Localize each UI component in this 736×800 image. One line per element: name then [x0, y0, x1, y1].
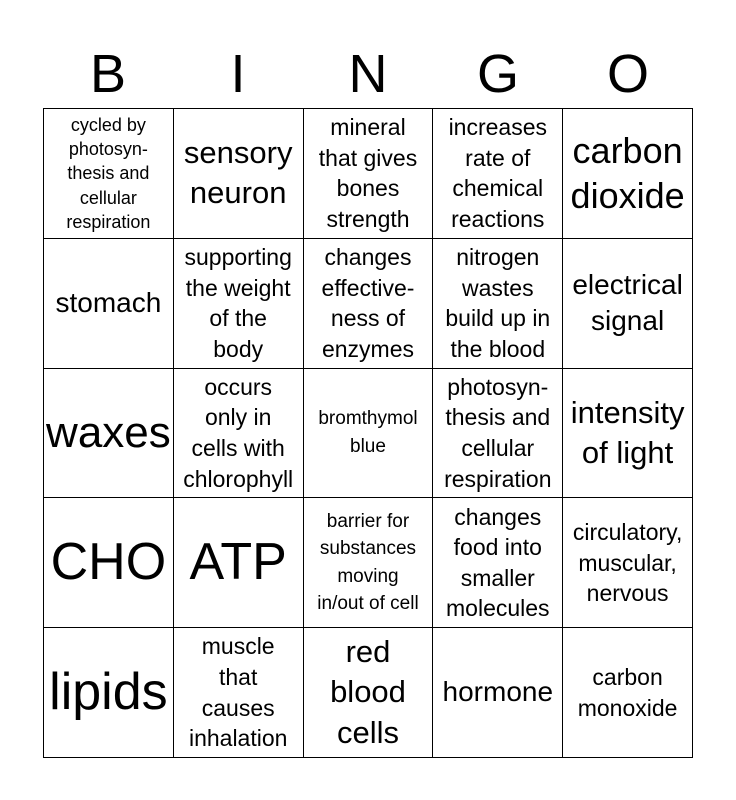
bingo-cell-r1-c2[interactable] — [174, 109, 304, 239]
bingo-cell-r5-c2[interactable] — [174, 628, 304, 758]
cell-text: intensity of light — [570, 394, 685, 470]
bingo-cell-r2-c4[interactable] — [433, 239, 563, 369]
cell-text: sensory neuron — [183, 135, 293, 211]
cell-text: muscle that causes inhalation — [188, 633, 288, 752]
cell-text: waxes — [46, 407, 171, 457]
header-letter-o: O — [606, 44, 649, 104]
cell-text: ATP — [189, 533, 287, 592]
bingo-cell-r1-c4[interactable] — [433, 109, 563, 239]
cell-text: hormone — [442, 676, 554, 708]
bingo-cell-r4-c2[interactable] — [174, 498, 304, 628]
header-letter-i: I — [230, 44, 246, 104]
bingo-cell-r2-c3[interactable] — [304, 239, 434, 369]
bingo-cell-r4-c1[interactable] — [44, 498, 174, 628]
cell-text: red blood cells — [330, 634, 406, 750]
cell-text: bromthymol blue — [318, 408, 418, 457]
cell-text: increases rate of chemical reactions — [448, 114, 547, 232]
bingo-cell-r4-c4[interactable] — [433, 498, 563, 628]
cell-text: changes effective- ness of enzymes — [321, 244, 415, 362]
bingo-cell-r2-c2[interactable] — [174, 239, 304, 369]
bingo-cell-r2-c5[interactable] — [563, 239, 693, 369]
cell-text: lipids — [49, 663, 168, 721]
cell-text: electrical signal — [572, 268, 683, 337]
bingo-cell-r3-c5[interactable] — [563, 369, 693, 499]
header-letter-n: N — [348, 44, 388, 104]
bingo-cell-r1-c1[interactable] — [44, 109, 174, 239]
cell-text: carbon monoxide — [577, 664, 678, 721]
bingo-cell-r5-c1[interactable] — [44, 628, 174, 758]
cell-text: stomach — [55, 287, 162, 318]
cell-text: circulatory, muscular, nervous — [572, 518, 683, 607]
bingo-cell-r1-c3[interactable] — [304, 109, 434, 239]
bingo-cell-r3-c4[interactable] — [433, 369, 563, 499]
bingo-board — [43, 108, 693, 758]
bingo-cell-r5-c5[interactable] — [563, 628, 693, 758]
header-letter-g: G — [476, 44, 519, 104]
cell-text: occurs only in cells with chlorophyll — [183, 373, 294, 492]
bingo-cell-r4-c5[interactable] — [563, 498, 693, 628]
bingo-cell-r3-c1[interactable] — [44, 369, 174, 499]
cell-text: supporting the weight of the body — [184, 244, 292, 362]
bingo-cell-r3-c2[interactable] — [174, 369, 304, 499]
cell-text: photosyn- thesis and cellular respiration — [444, 373, 552, 492]
cell-text: CHO — [50, 533, 167, 592]
bingo-cell-r5-c4[interactable] — [433, 628, 563, 758]
cell-text: barrier for substances moving in/out of cell — [317, 510, 419, 615]
bingo-cell-r3-c3[interactable] — [304, 369, 434, 499]
cell-text: mineral that gives bones strength — [318, 114, 418, 232]
bingo-cell-r1-c5[interactable] — [563, 109, 693, 239]
bingo-header — [43, 40, 693, 108]
bingo-cell-r2-c1[interactable] — [44, 239, 174, 369]
bingo-cell-r4-c3[interactable] — [304, 498, 434, 628]
cell-text: carbon dioxide — [570, 130, 685, 217]
cell-text: cycled by photosyn- thesis and cellular respiration — [66, 114, 151, 232]
header-letter-b: B — [89, 44, 127, 104]
cell-text: nitrogen wastes build up in the blood — [445, 244, 551, 362]
bingo-cell-r5-c3[interactable] — [304, 628, 434, 758]
cell-text: changes food into smaller molecules — [446, 503, 550, 622]
